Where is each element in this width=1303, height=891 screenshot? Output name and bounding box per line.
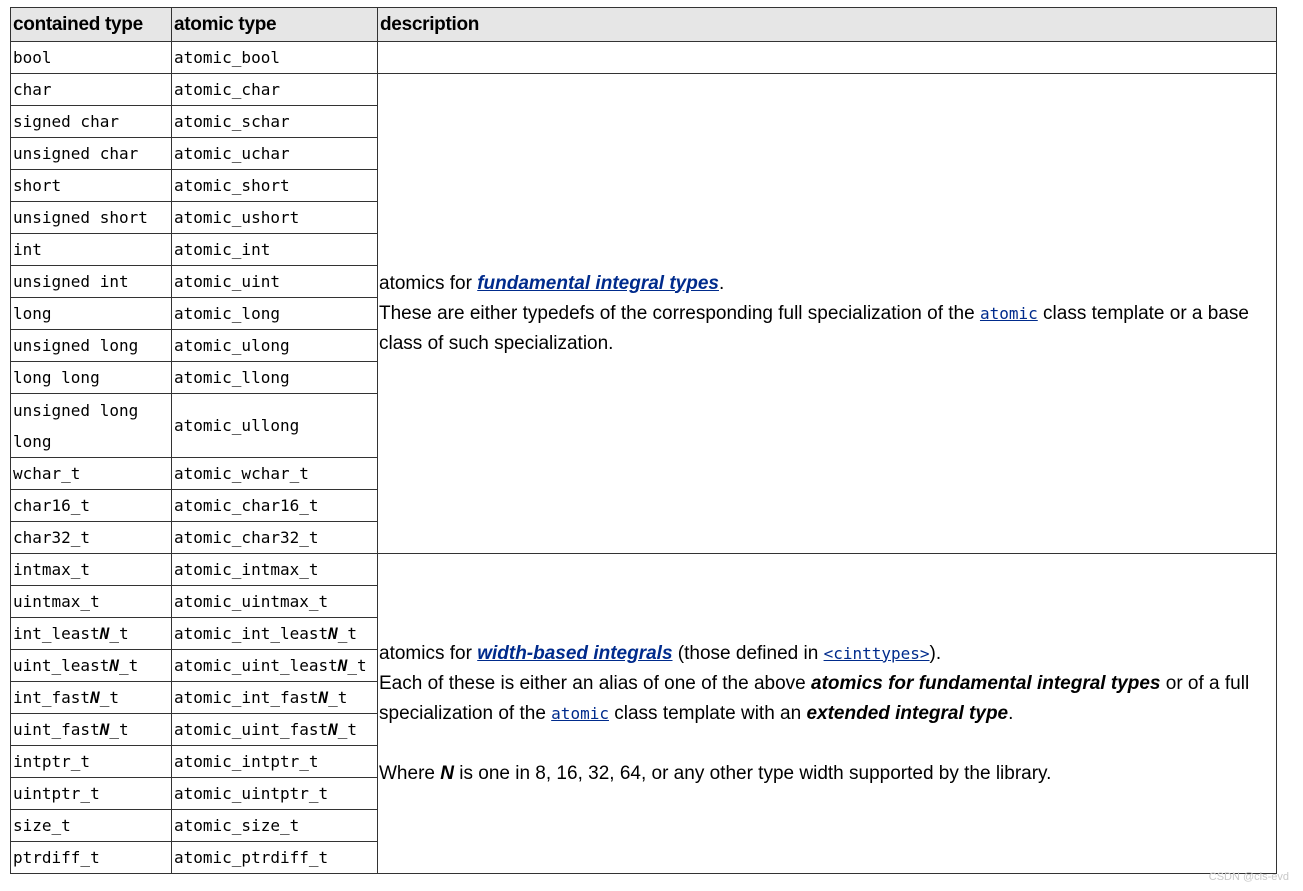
atomic-type-cell: atomic_bool — [172, 42, 378, 74]
header-contained-type: contained type — [11, 8, 172, 42]
atomic-type-cell: atomic_char — [172, 74, 378, 106]
atomic-type-cell: atomic_size_t — [172, 810, 378, 842]
table-body — [11, 42, 1277, 874]
atomic-type-cell: atomic_int_fastN_t — [172, 682, 378, 714]
table-row — [11, 42, 1277, 74]
atomic-type-cell: atomic_uintmax_t — [172, 586, 378, 618]
contained-type-cell: char16_t — [11, 490, 172, 522]
emphasis-fundamental: atomics for fundamental integral types — [811, 672, 1161, 694]
contained-type-cell: unsigned long long — [11, 394, 172, 458]
contained-type-cell: bool — [11, 42, 172, 74]
atomic-type-cell: atomic_uchar — [172, 138, 378, 170]
atomic-type-cell: atomic_ushort — [172, 202, 378, 234]
contained-type-cell: size_t — [11, 810, 172, 842]
header-atomic-type: atomic type — [172, 8, 378, 42]
atomic-type-cell: atomic_uint — [172, 266, 378, 298]
atomic-type-cell: atomic_char16_t — [172, 490, 378, 522]
table-header-row — [11, 8, 1277, 42]
contained-type-cell: wchar_t — [11, 458, 172, 490]
contained-type-cell: long — [11, 298, 172, 330]
header-description: description — [378, 8, 1277, 42]
atomic-type-cell: atomic_long — [172, 298, 378, 330]
n-placeholder: N — [328, 624, 338, 643]
contained-type-cell: uint_leastN_t — [11, 650, 172, 682]
atomic-type-cell: atomic_int — [172, 234, 378, 266]
contained-type-cell: intmax_t — [11, 554, 172, 586]
atomic-type-cell: atomic_wchar_t — [172, 458, 378, 490]
atomic-type-cell: atomic_uint_fastN_t — [172, 714, 378, 746]
contained-type-cell: unsigned char — [11, 138, 172, 170]
contained-type-cell: uintptr_t — [11, 778, 172, 810]
description-width-based: atomics for width-based integrals (those defined in <cinttypes>). Each of these is either an alias of one of the above atomics for fundamental integral types or of a full specialization of the atomic class template with an extended integral type. Where N is one in 8, 16, 32, 64, or any other type width supported by the library. — [378, 554, 1277, 874]
atomic-type-cell: atomic_char32_t — [172, 522, 378, 554]
n-placeholder: N — [328, 720, 338, 739]
contained-type-cell: signed char — [11, 106, 172, 138]
atomic-type-cell: atomic_llong — [172, 362, 378, 394]
atomic-type-cell: atomic_intptr_t — [172, 746, 378, 778]
contained-type-cell: unsigned long — [11, 330, 172, 362]
contained-type-cell: uint_fastN_t — [11, 714, 172, 746]
atomic-class-link[interactable]: atomic — [551, 703, 609, 723]
contained-type-cell: unsigned int — [11, 266, 172, 298]
atomic-type-cell: atomic_schar — [172, 106, 378, 138]
n-placeholder: N — [337, 656, 348, 675]
contained-type-cell: int_fastN_t — [11, 682, 172, 714]
atomic-type-cell: atomic_short — [172, 170, 378, 202]
description-empty — [378, 42, 1277, 74]
emphasis-extended: extended integral type — [806, 702, 1009, 724]
atomic-type-cell: atomic_uint_leastN_t — [172, 650, 378, 682]
contained-type-cell: int_leastN_t — [11, 618, 172, 650]
watermark: CSDN @cls-evd — [1208, 871, 1289, 883]
contained-type-cell: ptrdiff_t — [11, 842, 172, 874]
atomic-type-cell: atomic_ulong — [172, 330, 378, 362]
contained-type-cell: long long — [11, 362, 172, 394]
contained-type-cell: int — [11, 234, 172, 266]
cinttypes-header-link[interactable]: <cinttypes> — [823, 643, 930, 663]
width-based-integrals-link[interactable]: width-based integrals — [477, 642, 673, 664]
atomic-types-table — [10, 7, 1277, 874]
atomic-type-cell: atomic_ptrdiff_t — [172, 842, 378, 874]
table-row — [11, 554, 1277, 586]
n-placeholder: N — [440, 762, 454, 784]
n-placeholder: N — [318, 688, 329, 707]
atomic-type-cell: atomic_uintptr_t — [172, 778, 378, 810]
contained-type-cell: intptr_t — [11, 746, 172, 778]
n-placeholder: N — [99, 624, 110, 643]
n-placeholder: N — [109, 656, 119, 675]
contained-type-cell: uintmax_t — [11, 586, 172, 618]
contained-type-cell: unsigned short — [11, 202, 172, 234]
table-row — [11, 74, 1277, 106]
atomic-type-cell: atomic_ullong — [172, 394, 378, 458]
contained-type-cell: char — [11, 74, 172, 106]
contained-type-cell: short — [11, 170, 172, 202]
atomic-type-cell: atomic_intmax_t — [172, 554, 378, 586]
description-fundamental: atomics for fundamental integral types. These are either typedefs of the corresponding full specialization of the atomic class template or a base class of such specialization. — [378, 74, 1277, 554]
n-placeholder: N — [99, 720, 110, 739]
n-placeholder: N — [90, 688, 100, 707]
fundamental-integral-types-link[interactable]: fundamental integral types — [477, 272, 719, 294]
atomic-class-link[interactable]: atomic — [979, 303, 1038, 323]
atomic-type-cell: atomic_int_leastN_t — [172, 618, 378, 650]
contained-type-cell: char32_t — [11, 522, 172, 554]
